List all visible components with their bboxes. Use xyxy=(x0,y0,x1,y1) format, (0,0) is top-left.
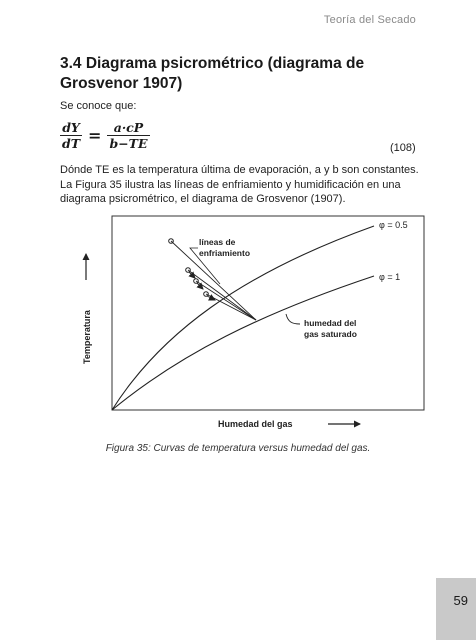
paragraph-line-3: diagrama psicrométrico, el diagrama de Grosvenor (1907). xyxy=(60,193,346,205)
section-title: 3.4 Diagrama psicrométrico (diagrama de Grosvenor 1907) xyxy=(60,55,365,92)
rhs-denominator: b−TE xyxy=(109,136,148,151)
rhs-numerator: a·cP xyxy=(107,120,149,136)
grosvenor-diagram-figure xyxy=(70,214,430,442)
label-cooling-line-2: enfriamiento xyxy=(199,248,251,258)
page-number: 59 xyxy=(453,593,468,608)
grosvenor-diagram xyxy=(70,214,430,442)
intro-text: Se conoce que: xyxy=(60,100,137,112)
equals-sign: = xyxy=(88,126,102,145)
label-phi-0-5: φ = 0.5 xyxy=(379,220,408,230)
equation-number: (108) xyxy=(390,142,416,154)
figure-caption: Figura 35: Curvas de temperatura versus humedad del gas. xyxy=(105,443,371,454)
equation-rhs xyxy=(107,120,149,151)
axis-label-y: Temperatura xyxy=(82,310,92,364)
label-saturated-line-1: humedad del xyxy=(304,318,357,328)
cooling-line-2 xyxy=(188,270,256,320)
axis-label-x: Humedad del gas xyxy=(218,419,293,429)
paragraph-line-2: La Figura 35 ilustra las líneas de enfriamiento y humidificación en una xyxy=(60,178,401,191)
label-phi-1: φ = 1 xyxy=(379,272,401,282)
cooling-line-4 xyxy=(206,294,256,320)
page-number-tab xyxy=(436,578,476,640)
running-header: Teoría del Secado xyxy=(323,14,416,26)
saturated-label-leader xyxy=(286,314,300,324)
lhs-numerator: dY xyxy=(60,120,82,136)
body-paragraph xyxy=(60,163,430,207)
label-saturated-line-2: gas saturado xyxy=(304,329,357,339)
cooling-line-3 xyxy=(196,281,256,320)
equation-lhs xyxy=(60,120,82,151)
plot-frame xyxy=(112,216,424,410)
curve-phi-1 xyxy=(112,276,374,410)
lhs-denominator: dT xyxy=(62,136,81,151)
equation-108 xyxy=(60,120,150,151)
label-cooling-line-1: líneas de xyxy=(199,237,236,247)
paragraph-line-1: Dónde TE es la temperatura última de evaporación, a y b son constantes. xyxy=(60,164,419,176)
